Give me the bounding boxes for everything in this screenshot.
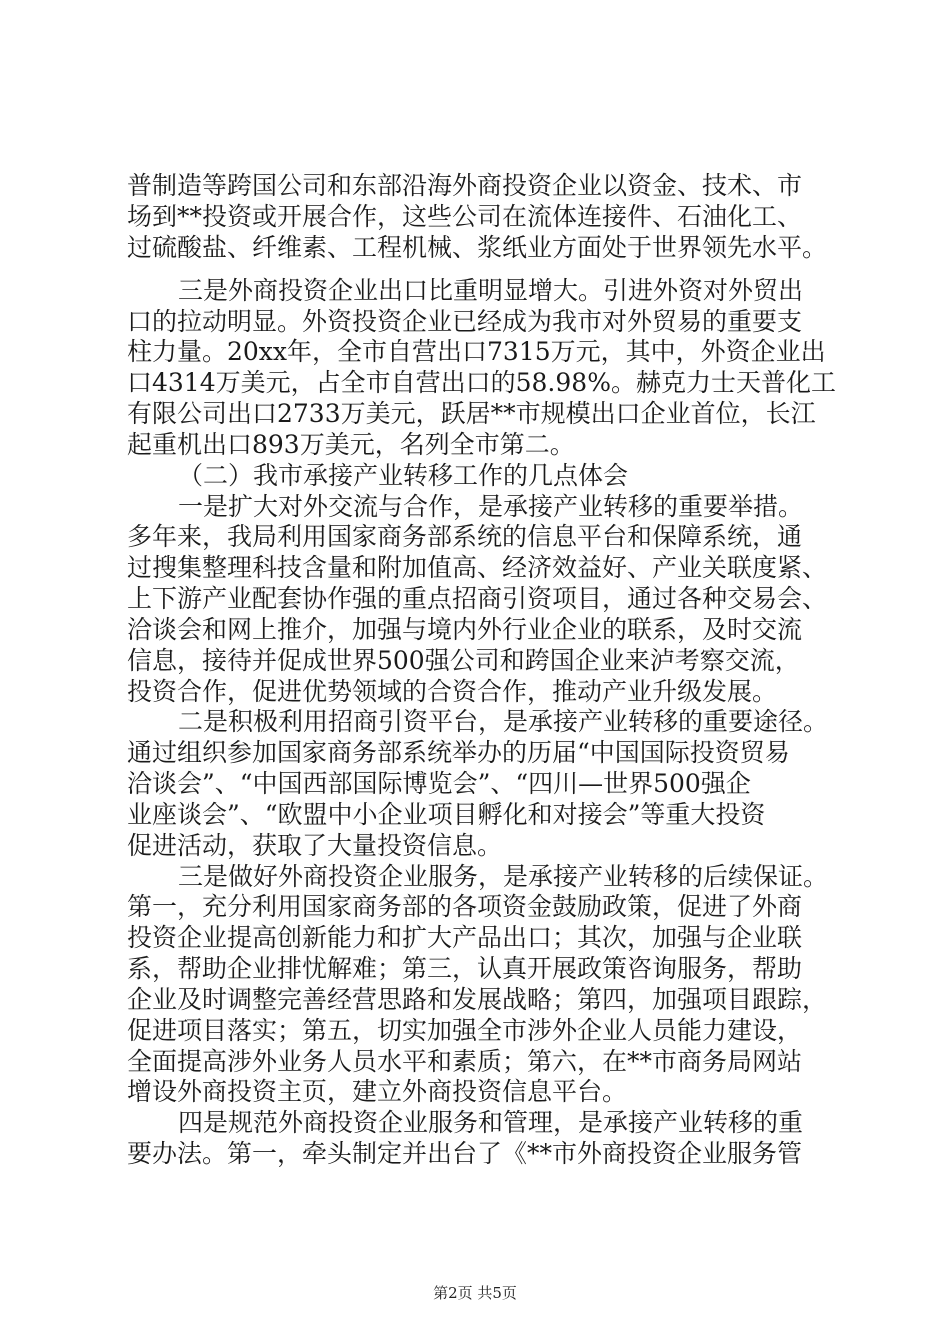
text-line: 普制造等跨国公司和东部沿海外商投资企业以资金、技术、市 xyxy=(127,171,803,200)
paragraph-first-line: 四是规范外商投资企业服务和管理，是承接产业转移的重 xyxy=(178,1108,804,1138)
text-line: 信息，接待并促成世界500强公司和跨国企业来泸考察交流， xyxy=(127,645,800,675)
text-line: 洽谈会和网上推介，加强与境内外行业企业的联系，及时交流 xyxy=(127,614,803,644)
text-line: 全面提高涉外业务人员水平和素质；第六，在**市商务局网站 xyxy=(127,1046,803,1076)
text-line: 口的拉动明显。外资投资企业已经成为我市对外贸易的重要支 xyxy=(127,306,803,336)
text-line: 企业及时调整完善经营思路和发展战略；第四，加强项目跟踪， xyxy=(127,984,828,1014)
paragraph-first-line: 三是做好外商投资企业服务，是承接产业转移的后续保证。 xyxy=(178,861,829,891)
text-line: 多年来，我局利用国家商务部系统的信息平台和保障系统，通 xyxy=(127,522,803,552)
paragraph-first-line: 二是积极利用招商引资平台，是承接产业转移的重要途径。 xyxy=(178,707,829,737)
text-line: 过硫酸盐、纤维素、工程机械、浆纸业方面处于世界领先水平。 xyxy=(127,232,828,262)
section-heading: （二）我市承接产业转移工作的几点体会 xyxy=(178,460,629,490)
text-line: 场到**投资或开展合作，这些公司在流体连接件、石油化工、 xyxy=(127,201,803,231)
text-line: 系，帮助企业排忧解难；第三，认真开展政策咨询服务，帮助 xyxy=(127,954,803,983)
text-line: 要办法。第一，牵头制定并出台了《**市外商投资企业服务管 xyxy=(127,1139,803,1168)
paragraph-first-line: 三是外商投资企业出口比重明显增大。引进外资对外贸出 xyxy=(178,275,804,305)
text-line: 过搜集整理科技含量和附加值高、经济效益好、产业关联度紧、 xyxy=(127,553,828,583)
text-line: 业座谈会”、“欧盟中小企业项目孵化和对接会”等重大投资 xyxy=(127,799,766,829)
text-line: 投资合作，促进优势领域的合资合作，推动产业升级发展。 xyxy=(127,676,778,706)
paragraph-first-line: 一是扩大对外交流与合作，是承接产业转移的重要举措。 xyxy=(178,491,804,521)
text-line: 通过组织参加国家商务部系统举办的历届“中国国际投资贸易 xyxy=(127,738,790,768)
text-line: 增设外商投资主页，建立外商投资信息平台。 xyxy=(127,1077,628,1107)
page-footer: 第2页 共5页 xyxy=(433,1284,517,1302)
text-line: 有限公司出口2733万美元，跃居**市规模出口企业首位，长江 xyxy=(127,399,816,428)
text-line: 投资企业提高创新能力和扩大产品出口；其次，加强与企业联 xyxy=(127,923,803,953)
text-line: 口4314万美元，占全市自营出口的58.98%。赫克力士天普化工 xyxy=(127,368,836,398)
text-line: 上下游产业配套协作强的重点招商引资项目，通过各种交易会、 xyxy=(127,584,828,613)
text-line: 第一，充分利用国家商务部的各项资金鼓励政策，促进了外商 xyxy=(127,892,803,922)
text-line: 柱力量。20xx年，全市自营出口7315万元，其中，外资企业出 xyxy=(127,337,826,367)
text-line: 洽谈会”、“中国西部国际博览会”、“四川—世界500强企 xyxy=(127,769,751,798)
text-line: 起重机出口893万美元，名列全市第二。 xyxy=(127,429,575,459)
text-line: 促进活动，获取了大量投资信息。 xyxy=(127,830,503,860)
text-line: 促进项目落实；第五，切实加强全市涉外企业人员能力建设， xyxy=(127,1015,803,1045)
